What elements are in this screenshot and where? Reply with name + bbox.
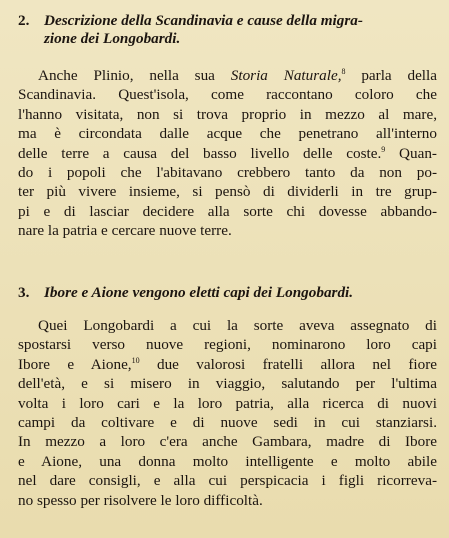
paragraph-line: Ibore e Aione,$^{10}$ due valorosi fratelli allora nel fiore (18, 355, 437, 373)
section-2-number: 2. (18, 12, 30, 29)
section-3 (18, 284, 437, 510)
section-2 (18, 12, 437, 274)
paragraph-line: nare la patria e cercare nuove terre. (18, 222, 232, 240)
paragraph-line: spostarsi verso nuove regioni, nominarono loro capi (18, 336, 437, 354)
section-2-title-line-2: zione dei Longobardi. (44, 30, 181, 47)
footnote-ref-9: 9 (381, 144, 386, 154)
section-3-paragraph (18, 316, 437, 510)
paragraph-line: Scandinavia. Quest'isola, come raccontano coloro che (18, 86, 437, 104)
section-2-heading (18, 12, 437, 48)
paragraph-line: l'hanno visitata, non si trova proprio in mezzo al mare, (18, 105, 437, 123)
section-3-number: 3. (18, 284, 30, 301)
paragraph-line: delle terre a causa del basso livello delle coste.$^9$ Quan- (18, 144, 437, 162)
section-3-title: Ibore e Aione vengono eletti capi dei Longobardi. (44, 284, 354, 301)
paragraph-line: e Aione, una donna molto intelligente e molto abile (18, 452, 437, 470)
paragraph-line: no spesso per risolvere le loro difficoltà. (18, 491, 263, 509)
paragraph-line: In mezzo a loro c'era anche Gambara, madre di Ibore (18, 433, 437, 451)
footnote-ref-10: 10 (131, 355, 140, 365)
paragraph-line: campi da coltivare e di nuove sedi in cui stanziarsi. (18, 414, 437, 432)
section-2-paragraph (18, 66, 437, 241)
paragraph-line: ter più vivere insieme, si pensò di dividerli in tre grup- (18, 183, 437, 201)
paragraph-line: Anche Plinio, nella sua Storia Naturale,$^8$ parla della (38, 66, 437, 84)
paragraph-line: volta i loro cari e la loro patria, alla ricerca di nuovi (18, 394, 437, 412)
paragraph-line: ma è circondata dalle acque che penetrano all'interno (18, 125, 437, 143)
section-3-heading (18, 284, 437, 302)
paragraph-line: nel dare consigli, e alla cui perspicacia i figli ricorreva- (18, 472, 437, 490)
paragraph-line: Quei Longobardi a cui la sorte aveva assegnato di (38, 317, 437, 334)
footnote-ref-8: 8 (341, 66, 346, 76)
paragraph-line: dell'età, e si misero in viaggio, salutando per l'ultima (18, 375, 437, 393)
paragraph-line: pi e di lasciar decidere alla sorte chi dovesse abbando- (18, 202, 437, 220)
paragraph-line: do i popoli che l'abitavano crebbero tanto da non po- (18, 164, 437, 182)
section-2-title-line-1: Descrizione della Scandinavia e cause della migra- (44, 12, 363, 29)
